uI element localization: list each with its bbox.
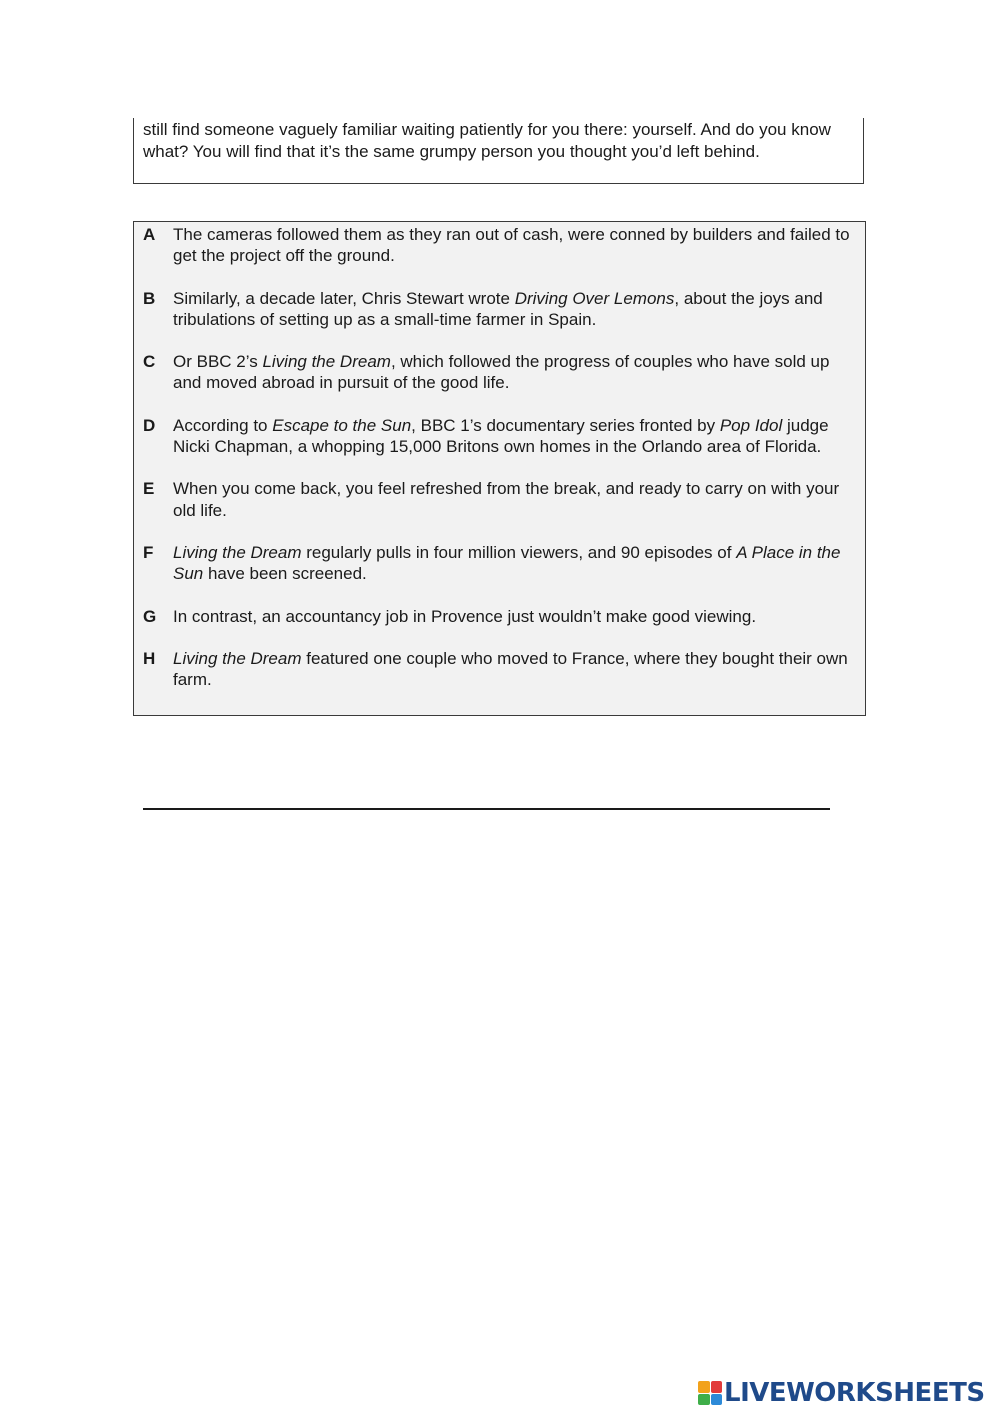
text-run: , BBC 1’s documentary series fronted by — [411, 415, 720, 435]
liveworksheets-logo — [698, 1377, 985, 1409]
option-letter: G — [143, 606, 157, 626]
logo-square — [711, 1381, 723, 1393]
text-run: judge Nicki Chapman, a whopping 15,000 Britons own homes in the Orlando area of Florida. — [173, 415, 829, 457]
italic-title: Living the Dream — [173, 648, 302, 668]
option-c — [143, 351, 857, 394]
option-text — [173, 224, 857, 267]
text-run: , which followed the progress of couples who have sold up and moved abroad in pursuit of the good life. — [173, 352, 830, 393]
option-e — [143, 478, 857, 521]
option-h — [143, 648, 857, 691]
text-run: When you come back, you feel refreshed from the break, and ready to carry on with your old life. — [173, 479, 840, 520]
option-g — [143, 606, 857, 627]
option-text — [173, 542, 857, 585]
option-text — [173, 648, 857, 691]
answer-line[interactable] — [143, 808, 830, 810]
text-run: , about the joys and tribulations of setting up as a small-time farmer in Spain. — [173, 288, 823, 329]
logo-text: LIVEWORKSHEETS — [724, 1378, 985, 1408]
logo-square — [698, 1394, 710, 1406]
italic-title: A Place in the Sun — [173, 542, 841, 584]
option-letter: B — [143, 288, 156, 308]
option-a — [143, 224, 857, 267]
text-run: In contrast, an accountancy job in Provence just wouldn’t make good viewing. — [173, 606, 757, 626]
option-text — [173, 288, 857, 331]
text-run: featured one couple who moved to France, where they bought their own farm. — [173, 648, 848, 690]
italic-title: Living the Dream — [262, 352, 391, 372]
option-text — [173, 478, 857, 521]
option-letter: F — [143, 542, 154, 562]
text-run: regularly pulls in four million viewers, and 90 episodes of — [301, 542, 737, 562]
option-d — [143, 415, 857, 458]
option-text — [173, 415, 857, 458]
option-letter: D — [143, 415, 156, 435]
liveworksheets-logo-icon — [698, 1381, 722, 1405]
italic-title: Living the Dream — [173, 542, 302, 562]
passage-excerpt — [133, 118, 864, 184]
italic-title: Escape to the Sun — [272, 415, 412, 435]
logo-square — [698, 1381, 710, 1393]
text-run: have been screened. — [203, 564, 367, 584]
logo-square — [711, 1394, 723, 1406]
text-run: Similarly, a decade later, Chris Stewart wrote — [173, 288, 515, 308]
text-run: Or BBC 2’s — [173, 352, 263, 372]
option-letter: C — [143, 352, 156, 372]
text-run: The cameras followed them as they ran out of cash, were conned by builders and failed to get the project off the ground. — [173, 225, 850, 266]
option-letter: E — [143, 479, 155, 499]
text-run: According to — [173, 415, 273, 435]
sentence-options-box — [133, 221, 866, 716]
option-b — [143, 288, 857, 331]
passage-text: still find someone vaguely familiar waiting patiently for you there: yourself. And do you know what? You will find that it’s the same grumpy person you thought you’d left behind. — [143, 120, 831, 161]
italic-title: Driving Over Lemons — [514, 288, 675, 308]
option-f — [143, 542, 857, 585]
italic-title: Pop Idol — [719, 415, 783, 435]
option-text — [173, 351, 857, 394]
option-letter: A — [143, 225, 156, 244]
option-text — [173, 606, 857, 627]
option-letter: H — [143, 648, 156, 668]
